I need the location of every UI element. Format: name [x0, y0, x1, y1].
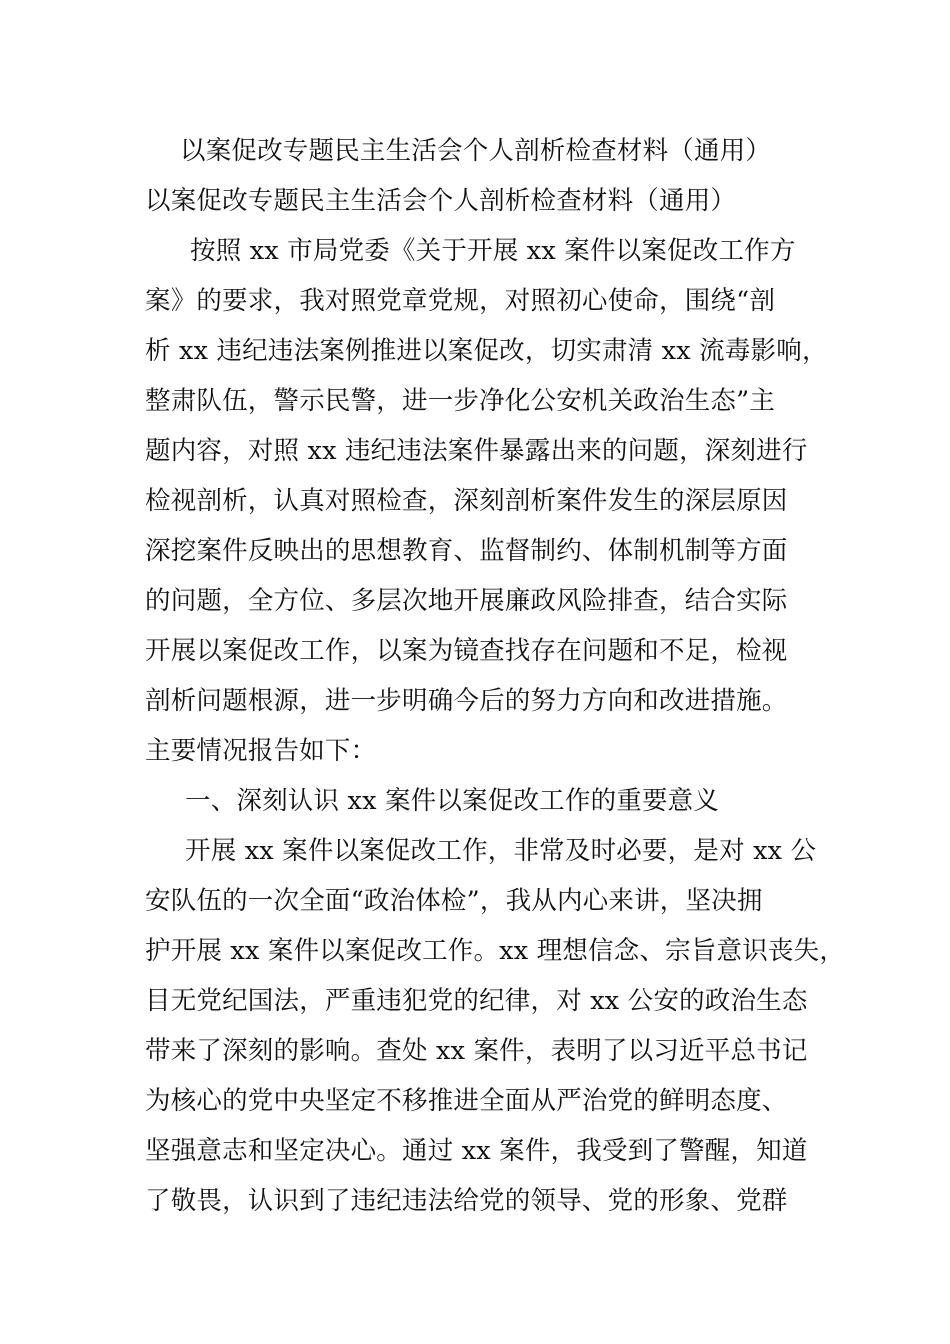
paragraph-2-line: 目无党纪国法，严重违犯党的纪律，对 xx 公安的政治生态	[145, 986, 808, 1016]
document-subtitle: 以案促改专题民主生活会个人剖析检查材料（通用）	[145, 186, 737, 216]
paragraph-1-line: 开展以案促改工作，以案为镜查找存在问题和不足，检视	[145, 636, 788, 666]
paragraph-1-line: 剖析问题根源，进一步明确今后的努力方向和改进措施。	[145, 686, 788, 716]
paragraph-2-line: 开展 xx 案件以案促改工作，非常及时必要，是对 xx 公	[185, 836, 817, 866]
paragraph-2-line: 护开展 xx 案件以案促改工作。xx 理想信念、宗旨意识丧失，	[145, 936, 846, 966]
paragraph-2-line: 为核心的党中央坚定不移推进全面从严治党的鲜明态度、	[145, 1086, 788, 1116]
paragraph-1-line: 深挖案件反映出的思想教育、监督制约、体制机制等方面	[145, 536, 788, 566]
paragraph-2-line: 安队伍的一次全面“政治体检”，我从内心来讲，坚决拥	[145, 886, 763, 916]
paragraph-1-line: 案》的要求，我对照党章党规，对照初心使命，围绕“剖	[145, 286, 776, 316]
document-title: 以案促改专题民主生活会个人剖析检查材料（通用）	[180, 136, 772, 166]
paragraph-1-line: 按照 xx 市局党委《关于开展 xx 案件以案促改工作方	[190, 236, 796, 266]
paragraph-1-line: 整肃队伍，警示民警，进一步净化公安机关政治生态”主	[145, 386, 776, 416]
paragraph-1-line: 的问题，全方位、多层次地开展廉政风险排查，结合实际	[145, 586, 788, 616]
paragraph-2-line: 带来了深刻的影响。查处 xx 案件，表明了以习近平总书记	[145, 1036, 808, 1066]
paragraph-2-line: 了敬畏，认识到了违纪违法给党的领导、党的形象、党群	[145, 1186, 788, 1216]
paragraph-2-line: 坚强意志和坚定决心。通过 xx 案件，我受到了警醒，知道	[145, 1136, 808, 1166]
section-heading: 一、深刻认识 xx 案件以案促改工作的重要意义	[185, 786, 720, 816]
paragraph-1-line: 检视剖析，认真对照检查，深刻剖析案件发生的深层原因	[145, 486, 788, 516]
paragraph-1-line: 析 xx 违纪违法案例推进以案促改，切实肃清 xx 流毒影响，	[145, 336, 828, 366]
paragraph-1-line: 主要情况报告如下：	[145, 736, 377, 766]
paragraph-1-line: 题内容，对照 xx 违纪违法案件暴露出来的问题，深刻进行	[145, 436, 808, 466]
